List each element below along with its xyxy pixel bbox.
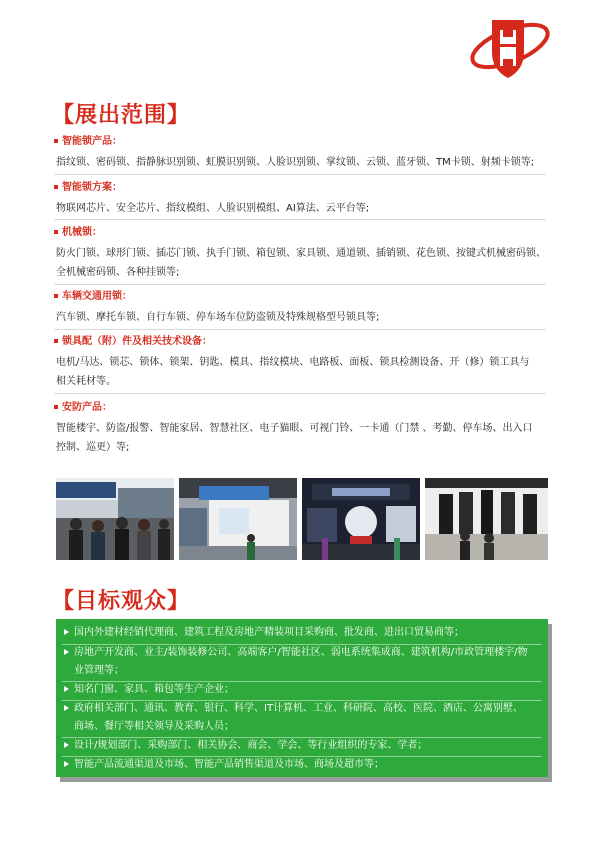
bullet-icon	[54, 294, 58, 298]
audience-list-box	[56, 619, 548, 777]
divider	[54, 329, 546, 330]
category-mechanical-locks: 机械锁： 防火门锁、球形门锁、插芯门锁、执手门锁、箱包锁、家具锁、通道锁、插销锁、花色锁、按键式机械密码锁、 全机械密码锁、各种挂锁等;	[56, 227, 546, 278]
category-lock-accessories: 锁具配（附）件及相关技术设备： 电机/马达、锁芯、锁体、锁架、钥匙、模具、指纹模块、电路板、面板、锁具检测设备、开（修）锁工具与 相关耗材等。	[56, 336, 530, 387]
divider	[54, 284, 546, 285]
bullet-icon	[54, 230, 58, 234]
triangle-bullet-icon	[64, 742, 69, 748]
bullet-icon	[54, 339, 58, 343]
audience-item: 知名门窗、家具、箱包等生产企业；	[64, 681, 542, 699]
triangle-bullet-icon	[64, 761, 69, 767]
divider	[54, 393, 546, 394]
audience-item: 政府相关部门、通讯、教育、银行、科学、IT计算机、工业、科研院、高校、医院、酒店、公寓别墅、 商场、餐厅等相关领导及采购人员；	[64, 700, 542, 736]
bullet-icon	[54, 405, 58, 409]
audience-item: 国内外建材经销代理商、建筑工程及房地产精装项目采购商、批发商、进出口贸易商等；	[64, 624, 542, 642]
category-smart-lock-products: 智能锁产品： 指纹锁、密码锁、指静脉识别锁、虹膜识别锁、人脸识别锁、掌纹锁、云锁、蓝牙锁、TM卡锁、射频卡锁等;	[56, 136, 535, 168]
exhibition-photo-1	[56, 478, 174, 560]
triangle-bullet-icon	[64, 649, 69, 655]
audience-item: 智能产品流通渠道及市场、智能产品销售渠道及市场、商场及超市等；	[64, 756, 542, 774]
bullet-icon	[54, 185, 58, 189]
divider	[54, 174, 546, 175]
audience-item: 设计/规划部门、采购部门、相关协会、商会、学会、等行业组织的专家、学者；	[64, 737, 542, 755]
audience-title: 【目标观众】	[52, 589, 191, 614]
triangle-bullet-icon	[64, 705, 69, 711]
category-vehicle-locks: 车辆交通用锁： 汽车锁、摩托车锁、自行车锁、停车场车位防盗锁及特殊规格型号锁具等;	[56, 291, 380, 323]
audience-item: 房地产开发商、业主/装饰装修公司、高端客户/智能社区、弱电系统集成商、建筑机构/市政管理楼宇/物 业管理等；	[64, 644, 542, 680]
scope-title: 【展出范围】	[52, 103, 191, 128]
bullet-icon	[54, 139, 58, 143]
exhibition-photo-2	[179, 478, 297, 560]
exhibition-photo-3	[302, 478, 420, 560]
category-security-products: 安防产品： 智能楼宇、防盗/报警、智能家居、智慧社区、电子猫眼、可视门铃、一卡通（门禁 、考勤、停车场、出入口 控制、巡更）等;	[56, 402, 533, 453]
triangle-bullet-icon	[64, 686, 69, 692]
category-smart-lock-solutions: 智能锁方案： 物联网芯片、安全芯片、指纹模组、人脸识别模组、AI算法、云平台等;	[56, 182, 370, 214]
exhibition-photo-strip	[56, 478, 548, 560]
triangle-bullet-icon	[64, 629, 69, 635]
exhibition-logo	[462, 8, 554, 84]
exhibition-photo-4	[425, 478, 548, 560]
divider	[54, 219, 546, 220]
